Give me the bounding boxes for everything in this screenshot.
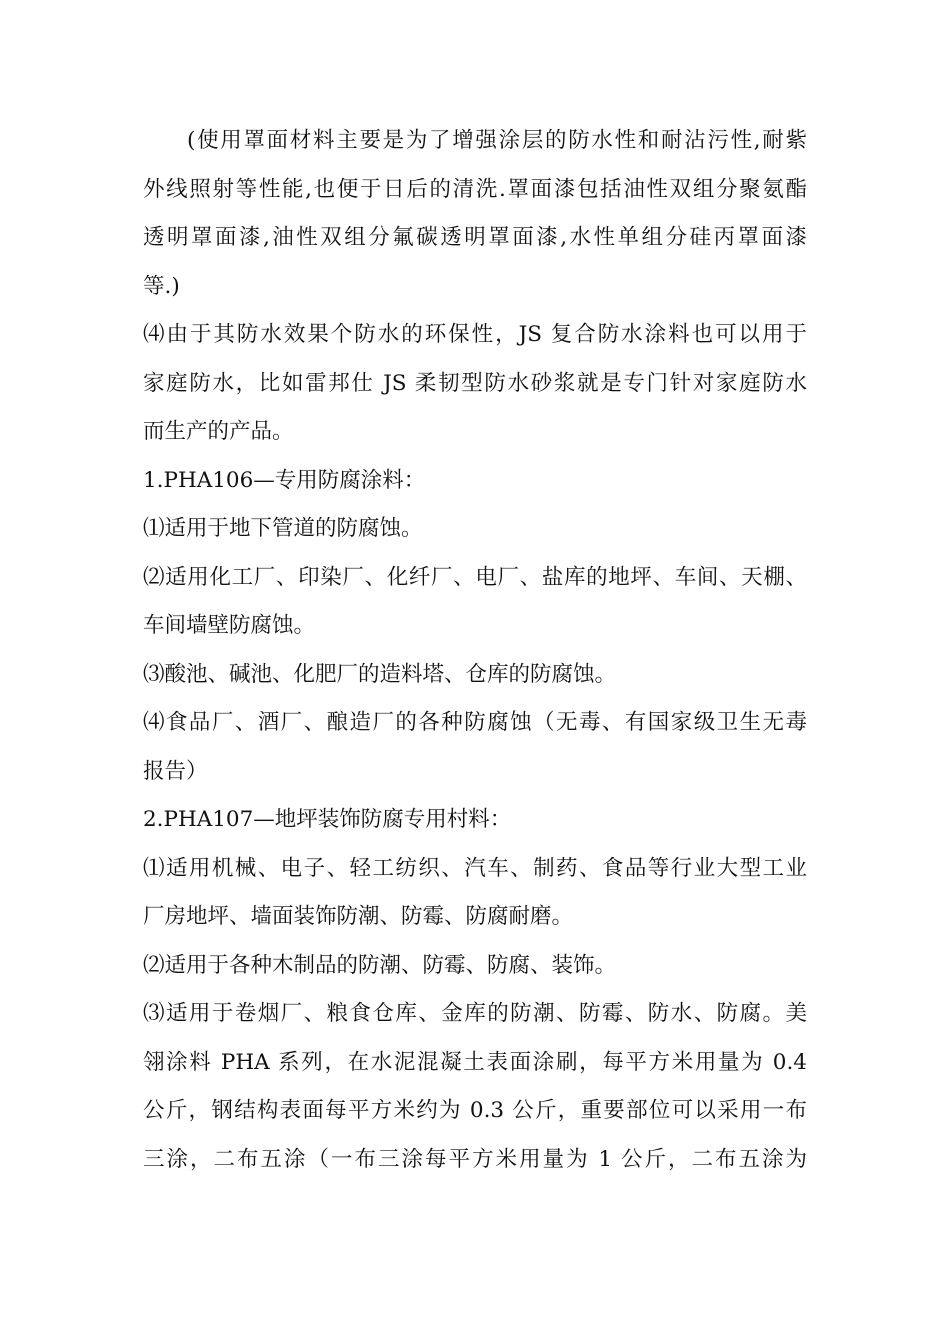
text-line: 三涂，二布五涂（一布三涂每平方米用量为 1 公斤，二布五涂为	[143, 1146, 807, 1172]
text-line: 家庭防水，比如雷邦仕 JS 柔韧型防水砂浆就是专门针对家庭防水	[143, 370, 807, 396]
text-line: ⑶酸池、碱池、化肥厂的造料塔、仓库的防腐蚀。	[143, 661, 617, 687]
text-line: ⑴适用机械、电子、轻工纺织、汽车、制药、食品等行业大型工业	[143, 855, 807, 881]
section-heading: 1.PHA106—专用防腐涂料：	[143, 467, 426, 493]
text-line: ⑴适用于地下管道的防腐蚀。	[143, 516, 423, 541]
text-line: 翎涂料 PHA 系列，在水泥混凝土表面涂刷，每平方米用量为 0.4	[143, 1049, 807, 1075]
text-line: ⑵适用化工厂、印染厂、化纤厂、电厂、盐库的地坪、车间、天棚、	[143, 564, 807, 590]
text-line: 透明罩面漆,油性双组分氟碳透明罩面漆,水性单组分硅丙罩面漆	[143, 225, 807, 250]
text-line: ⑵适用于各种木制品的防潮、防霉、防腐、装饰。	[143, 952, 617, 978]
text-line: 车间墙壁防腐蚀。	[143, 613, 316, 638]
text-line: 公斤，钢结构表面每平方米约为 0.3 公斤，重要部位可以采用一布	[143, 1098, 807, 1123]
text-line: 报告）	[143, 758, 208, 784]
text-line: 外线照射等性能,也便于日后的清洗.罩面漆包括油性双组分聚氨酯	[143, 176, 807, 202]
text-line: (使用罩面材料主要是为了增强涂层的防水性和耐沾污性,耐紫	[187, 128, 807, 153]
text-line: ⑶适用于卷烟厂、粮食仓库、金库的防潮、防霉、防水、防腐。美	[143, 1001, 807, 1026]
section-heading: 2.PHA107—地坪装饰防腐专用村料：	[143, 807, 512, 832]
text-line: 而生产的产品。	[143, 419, 294, 444]
text-line: 等.)	[143, 273, 180, 299]
text-line: ⑷由于其防水效果个防水的环保性，JS 复合防水涂料也可以用于	[143, 322, 807, 347]
document-body	[143, 117, 807, 1184]
text-line: ⑷食品厂、酒厂、酿造厂的各种防腐蚀（无毒、有国家级卫生无毒	[143, 710, 807, 735]
text-line: 厂房地坪、墙面装饰防潮、防霉、防腐耐磨。	[143, 904, 574, 929]
